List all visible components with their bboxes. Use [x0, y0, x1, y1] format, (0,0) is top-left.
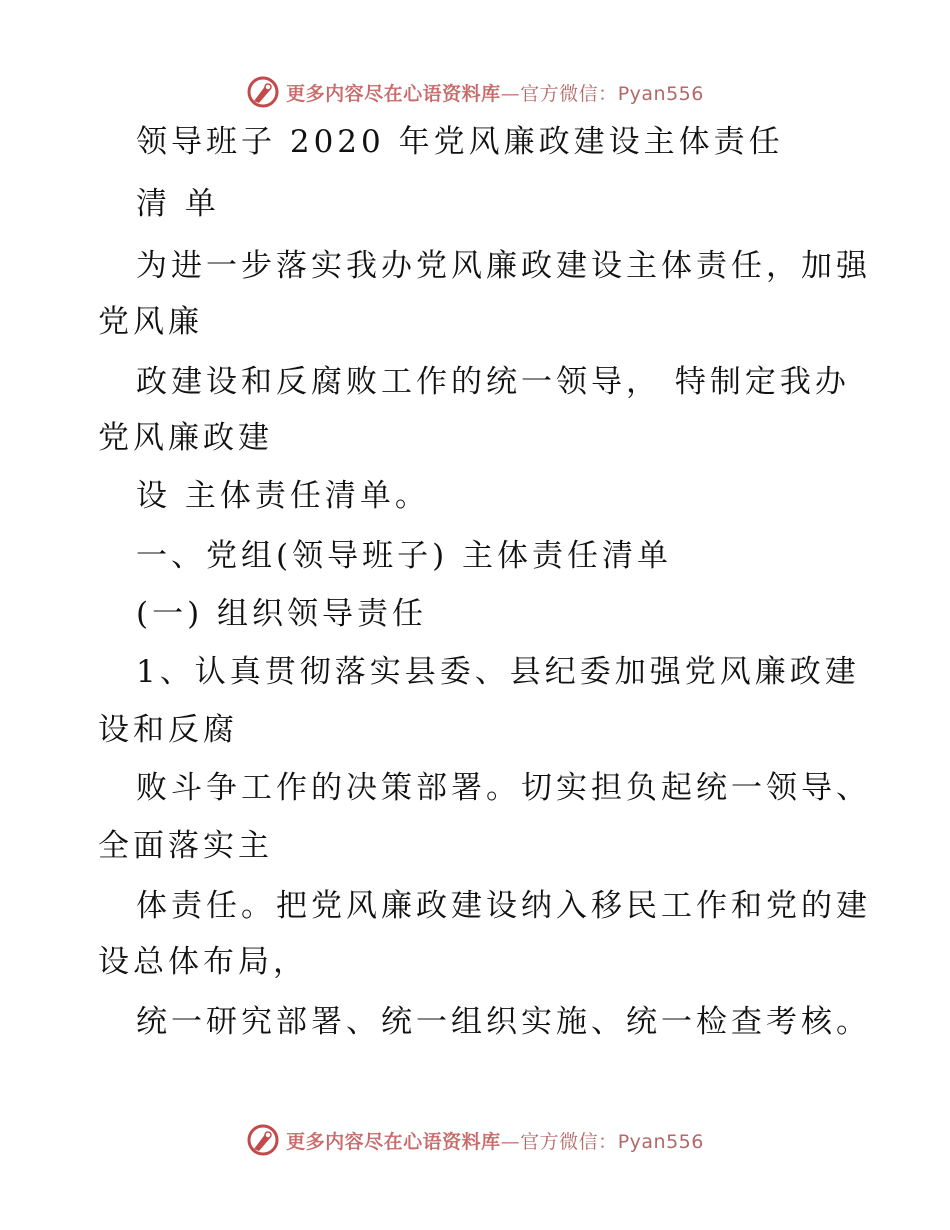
paragraph-line: 政建设和反腐败工作的统一领导， 特制定我办	[136, 364, 850, 400]
paragraph-line: 为进一步落实我办党风廉政建设主体责任，加强	[136, 248, 871, 284]
document-title-line-2: 清 单	[136, 186, 220, 222]
subsection-heading: (一) 组织领导责任	[136, 596, 428, 632]
paragraph-line: 设和反腐	[98, 712, 238, 748]
banner-wechat-label: 官方微信：	[520, 1130, 618, 1153]
paragraph-line: 1、认真贯彻落实县委、县纪委加强党风廉政建	[136, 654, 860, 690]
banner-separator: —	[500, 1130, 521, 1153]
pen-logo-icon	[246, 75, 280, 109]
paragraph-line: 设总体布局，	[98, 944, 308, 980]
document-title-line-1: 领导班子 2020 年党风廉政建设主体责任	[136, 124, 784, 160]
paragraph-line: 全面落实主	[98, 828, 273, 864]
paragraph-line: 党风廉	[98, 304, 203, 340]
header-banner	[0, 72, 950, 112]
paragraph-line: 设 主体责任清单。	[136, 478, 430, 514]
banner-brand-text: 更多内容尽在心语资料库	[286, 82, 501, 105]
banner-separator: —	[500, 82, 521, 105]
banner-wechat-id: Pyan556	[617, 1130, 704, 1153]
banner-wechat-label: 官方微信：	[520, 82, 618, 105]
banner-brand-text: 更多内容尽在心语资料库	[286, 1130, 501, 1153]
paragraph-line: 体责任。把党风廉政建设纳入移民工作和党的建	[136, 888, 871, 924]
banner-wechat-id: Pyan556	[617, 82, 704, 105]
banner-text	[286, 1127, 704, 1154]
pen-logo-icon	[246, 1123, 280, 1157]
banner-text	[286, 79, 704, 106]
section-heading: 一、党组(领导班子) 主体责任清单	[136, 538, 673, 574]
paragraph-line: 败斗争工作的决策部署。切实担负起统一领导、	[136, 770, 871, 806]
footer-banner	[0, 1120, 950, 1160]
paragraph-line: 党风廉政建	[98, 420, 273, 456]
paragraph-line: 统一研究部署、统一组织实施、统一检查考核。	[136, 1004, 871, 1040]
